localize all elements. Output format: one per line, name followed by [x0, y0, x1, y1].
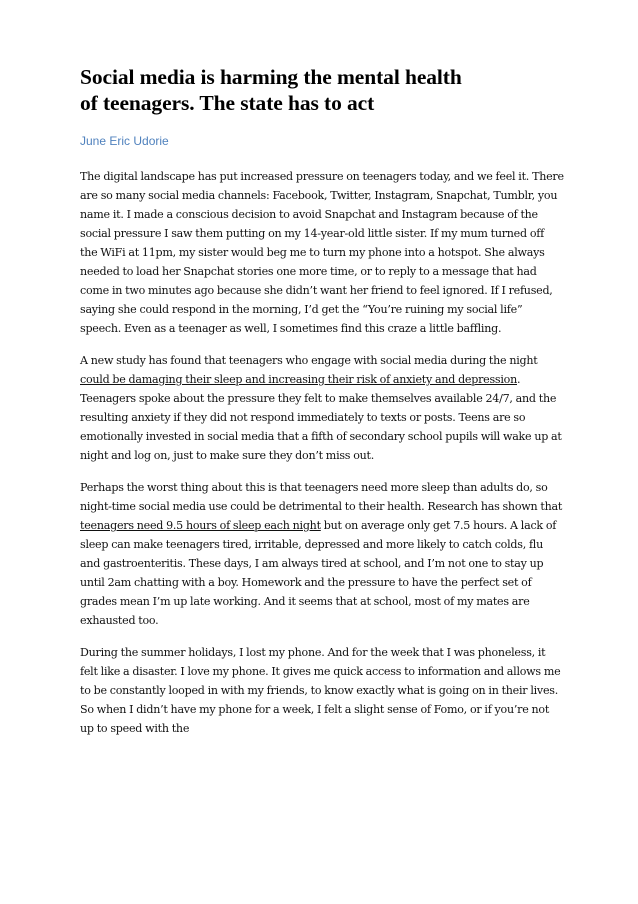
- paragraph-3: [80, 478, 564, 630]
- sleep-anxiety-study-link[interactable]: could be damaging their sleep and increasing their risk of anxiety and depression: [80, 373, 517, 386]
- article-title: [80, 64, 564, 116]
- paragraph-2: [80, 351, 564, 465]
- paragraph-3-text-before: Perhaps the worst thing about this is that teenagers need more sleep than adults do, so night-time social media use could be detrimental to their health. Research has shown that: [80, 481, 563, 513]
- paragraph-2-text-after: . Teenagers spoke about the pressure they felt to make themselves available 24/7, and the resulting anxiety if they did not respond immediately to texts or posts. Teens are so emotionally invested in social media that a fifth of secondary school pupils will wake up at night and log on, just to make sure they don’t miss out.: [80, 373, 562, 462]
- paragraph-2-text-before: A new study has found that teenagers who engage with social media during the night: [80, 354, 538, 367]
- article-title-line-1: Social media is harming the mental health: [80, 65, 462, 89]
- paragraph-3-text-after: but on average only get 7.5 hours. A lack of sleep can make teenagers tired, irritable, depressed and more likely to catch colds, flu and gastroenteritis. These days, I am always tired at school, and I’m not one to stay up until 2am chatting with a boy. Homework and the pressure to have the perfect set of grades mean I’m up late working. And it seems that at school, most of my mates are exhausted too.: [80, 519, 557, 627]
- paragraph-1: The digital landscape has put increased pressure on teenagers today, and we feel it. There are so many social media channels: Facebook, Twitter, Instagram, Snapchat, Tumblr, you name it. I made a conscious decision to avoid Snapchat and Instagram because of the social pressure I saw them putting on my 14-year-old little sister. If my mum turned off the WiFi at 11pm, my sister would beg me to turn my phone into a hotspot. She always needed to load her Snapchat stories one more time, or to reply to a message that had come in two minutes ago because she didn’t want her friend to feel ignored. If I refused, saying she could respond in the morning, I’d get the “You’re ruining my social life” speech. Even as a teenager as well, I sometimes find this craze a little baffling.: [80, 170, 564, 335]
- article-title-line-2: of teenagers. The state has to act: [80, 91, 375, 115]
- paragraph-4: During the summer holidays, I lost my phone. And for the week that I was phoneless, it felt like a disaster. I love my phone. It gives me quick access to information and allows me to be constantly looped in with my friends, to know exactly what is going on in their lives. So when I didn’t have my phone for a week, I felt a slight sense of Fomo, or if you’re not up to speed with the: [80, 646, 561, 735]
- sleep-hours-research-link[interactable]: teenagers need 9.5 hours of sleep each night: [80, 519, 321, 532]
- author-byline: June Eric Udorie: [80, 134, 169, 148]
- article: [80, 64, 564, 751]
